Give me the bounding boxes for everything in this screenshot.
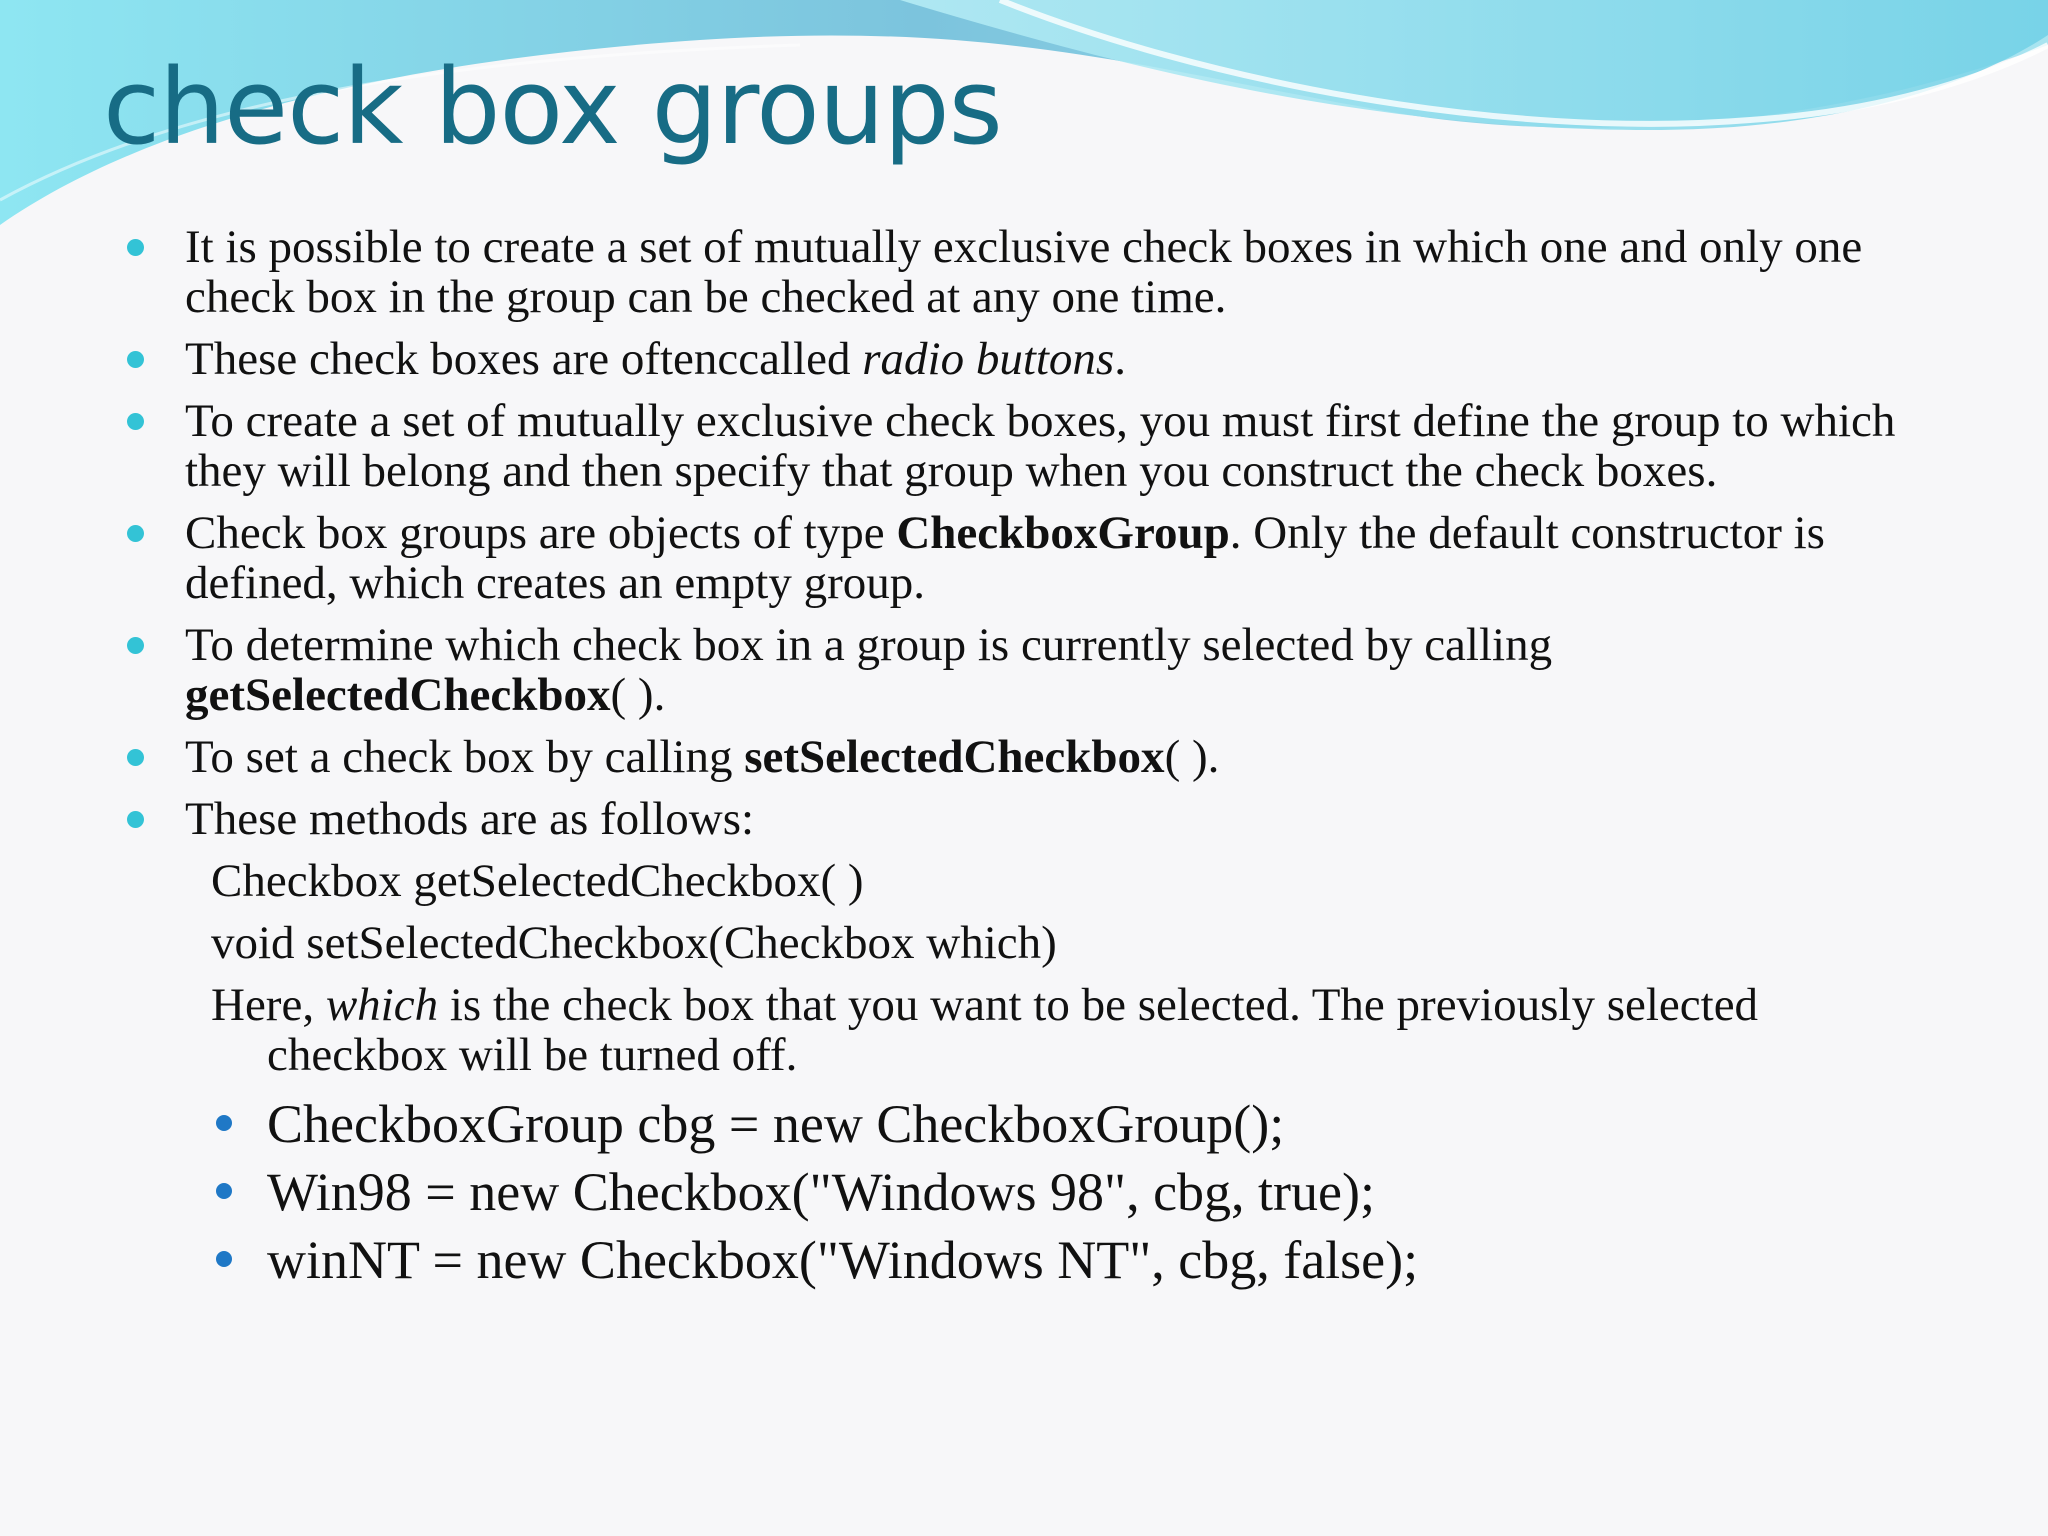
strong-getselectedcheckbox: getSelectedCheckbox [185,669,611,721]
bullet-text: To create a set of mutually exclusive check boxes, you must first define the group to which they will belong and then specify that group when you construct the check boxes. [185,395,1896,497]
emphasis-radio-buttons: radio buttons [862,333,1115,385]
bullet-icon [216,1251,232,1267]
emphasis-which: which [325,979,439,1031]
bullet-item [0,222,2048,322]
bullet-icon [216,1183,232,1199]
bullet-icon [216,1115,232,1131]
code-text: winNT = new Checkbox("Windows NT", cbg, false); [267,1230,1419,1290]
bullet-text: To set a check box by calling [185,731,745,783]
bullet-text: Check box groups are objects of type [185,507,897,559]
bullet-icon [127,525,144,542]
bullet-icon [127,637,144,654]
bullet-item [0,732,2048,782]
bullet-icon [127,749,144,766]
bullet-icon [127,239,144,256]
bullet-text: It is possible to create a set of mutually exclusive check boxes in which one and only one check box in the group can be checked at any one time. [185,221,1863,323]
bullet-icon [127,413,144,430]
slide-content [0,222,2048,1296]
bullet-text: These methods are as follows: [185,793,755,845]
bullet-item [0,620,2048,720]
code-text: CheckboxGroup cbg = new CheckboxGroup(); [267,1094,1285,1154]
bullet-icon [127,351,144,368]
method-note [0,980,2048,1080]
method-signature: void setSelectedCheckbox(Checkbox which) [211,917,1057,969]
code-bullet-item [0,1228,2048,1292]
bullet-text: These check boxes are oftenccalled [185,333,863,385]
code-text: Win98 = new Checkbox("Windows 98", cbg, true); [267,1162,1375,1222]
note-text-after: is the check box that you want to be selected. The previously selected checkbox will be turned off. [267,979,1759,1081]
strong-setselectedcheckbox: setSelectedCheckbox [744,731,1165,783]
bullet-icon [127,811,144,828]
bullet-item [0,508,2048,608]
bullet-item [0,794,2048,844]
bullet-text-after: . Only the default constructor is defined, which creates an empty group. [185,507,1825,609]
method-signature: Checkbox getSelectedCheckbox( ) [211,855,864,907]
bullet-text: To determine which check box in a group is currently selected by calling [185,619,1553,671]
note-text: Here, [211,979,326,1031]
bullet-item [0,396,2048,496]
code-bullet-item [0,1092,2048,1156]
bullet-item [0,334,2048,384]
bullet-text-after: ( ). [1164,731,1220,783]
slide-title: check box groups [103,46,1002,168]
strong-checkboxgroup: CheckboxGroup [896,507,1230,559]
code-bullet-item [0,1160,2048,1224]
bullet-text-after: ( ). [610,669,666,721]
bullet-text-after: . [1114,333,1126,385]
